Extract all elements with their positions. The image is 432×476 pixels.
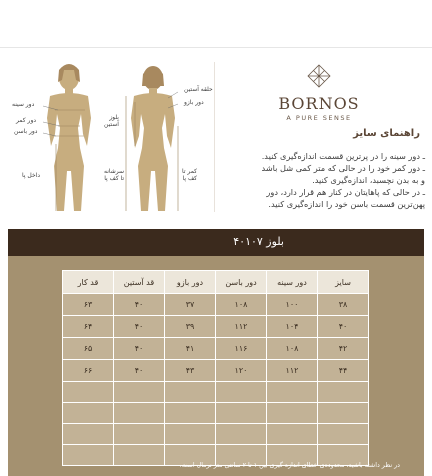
cell: ۱۱۲ bbox=[267, 360, 318, 382]
cell: ۶۴ bbox=[63, 316, 114, 338]
label-inseam: داخل پا bbox=[22, 172, 40, 179]
brand-logo bbox=[265, 64, 373, 124]
brand-tagline: A PURE SENSE bbox=[286, 114, 352, 122]
table-row-empty bbox=[63, 403, 369, 424]
label-waist: دور کمر bbox=[16, 117, 37, 124]
cell: ۶۵ bbox=[63, 338, 114, 360]
back-body-figure bbox=[131, 66, 175, 211]
header-sleeve-length: قد آستین bbox=[114, 271, 165, 294]
cell: ۱۰۰ bbox=[267, 294, 318, 316]
label-arm: دور بازو bbox=[184, 99, 204, 106]
cell: ۳۷ bbox=[165, 294, 216, 316]
table-row bbox=[63, 338, 369, 360]
cell: ۶۳ bbox=[63, 294, 114, 316]
cell: ۴۰ bbox=[114, 316, 165, 338]
table-row bbox=[63, 294, 369, 316]
cell: ۱۱۲ bbox=[216, 316, 267, 338]
table-row bbox=[63, 360, 369, 382]
body-figures-illustration bbox=[8, 56, 213, 221]
cell: ۴۰ bbox=[114, 338, 165, 360]
cell: ۳۸ bbox=[318, 294, 369, 316]
instruction-line: ـ در حالی که پاهایتان در کنار هم قرار دارد، دور bbox=[266, 187, 425, 197]
top-divider bbox=[0, 47, 432, 48]
cell: ۴۲ bbox=[318, 338, 369, 360]
table-row bbox=[63, 316, 369, 338]
header-chest: دور سینه bbox=[267, 271, 318, 294]
cell: ۴۴ bbox=[318, 360, 369, 382]
table-row-empty bbox=[63, 424, 369, 445]
cell: ۱۰۸ bbox=[216, 294, 267, 316]
diamond-lattice-icon bbox=[307, 64, 331, 88]
header-size: سایز bbox=[318, 271, 369, 294]
size-table-panel bbox=[8, 229, 424, 476]
label-waist-to-floor: کمر تا کف پا bbox=[182, 168, 198, 182]
cell: ۱۰۸ bbox=[267, 338, 318, 360]
brand-name: BORNOS bbox=[278, 94, 360, 113]
instruction-line: پهن‌ترین قسمت باسن خود را اندازه‌گیری کنید. bbox=[268, 199, 425, 209]
size-table bbox=[62, 270, 369, 466]
size-guide-section bbox=[0, 56, 432, 226]
label-chest: دور سینه bbox=[12, 101, 35, 108]
cell: ۱۰۴ bbox=[267, 316, 318, 338]
cell: ۴۰ bbox=[114, 360, 165, 382]
instruction-line: ـ دور کمر خود را در حالی که متر کمی شل باشد bbox=[261, 163, 425, 173]
cell: ۴۰ bbox=[114, 294, 165, 316]
size-guide-instructions bbox=[225, 150, 425, 210]
label-hip: دور باسن bbox=[14, 128, 38, 135]
table-title: بلوز ۴۰۱۰۷ bbox=[233, 235, 284, 248]
table-header-row bbox=[63, 271, 369, 294]
label-sleeve: بلوز آستین bbox=[104, 114, 119, 128]
measurement-note: در نظر داشته باشید، محدوده‌ی خطای اندازه گیری بین ۱ تا ۲ سانتی متر نرمال است. bbox=[179, 462, 400, 469]
cell: ۴۳ bbox=[165, 360, 216, 382]
cell: ۴۰ bbox=[318, 316, 369, 338]
header-arm: دور بازو bbox=[165, 271, 216, 294]
cell: ۱۲۰ bbox=[216, 360, 267, 382]
label-armhole: حلقه آستین bbox=[184, 86, 213, 93]
guide-divider bbox=[214, 62, 215, 212]
instruction-line: ـ دور سینه را در پرترین قسمت اندازه‌گیری کنید. bbox=[261, 151, 425, 161]
cell: ۳۹ bbox=[165, 316, 216, 338]
size-guide-title: راهنمای سایز bbox=[353, 128, 420, 139]
table-row-empty bbox=[63, 382, 369, 403]
cell: ۱۱۶ bbox=[216, 338, 267, 360]
body-figures bbox=[8, 56, 213, 221]
header-hip: دور باسن bbox=[216, 271, 267, 294]
label-shoulder-to-floor: سرشانه تا کف پا bbox=[104, 168, 125, 182]
cell: ۶۶ bbox=[63, 360, 114, 382]
header-length: قد کار bbox=[63, 271, 114, 294]
cell: ۴۱ bbox=[165, 338, 216, 360]
front-body-figure bbox=[47, 64, 91, 211]
instruction-line: و به بدن نچسبد، اندازه‌گیری کنید. bbox=[312, 175, 425, 185]
table-title-bar bbox=[8, 229, 424, 256]
